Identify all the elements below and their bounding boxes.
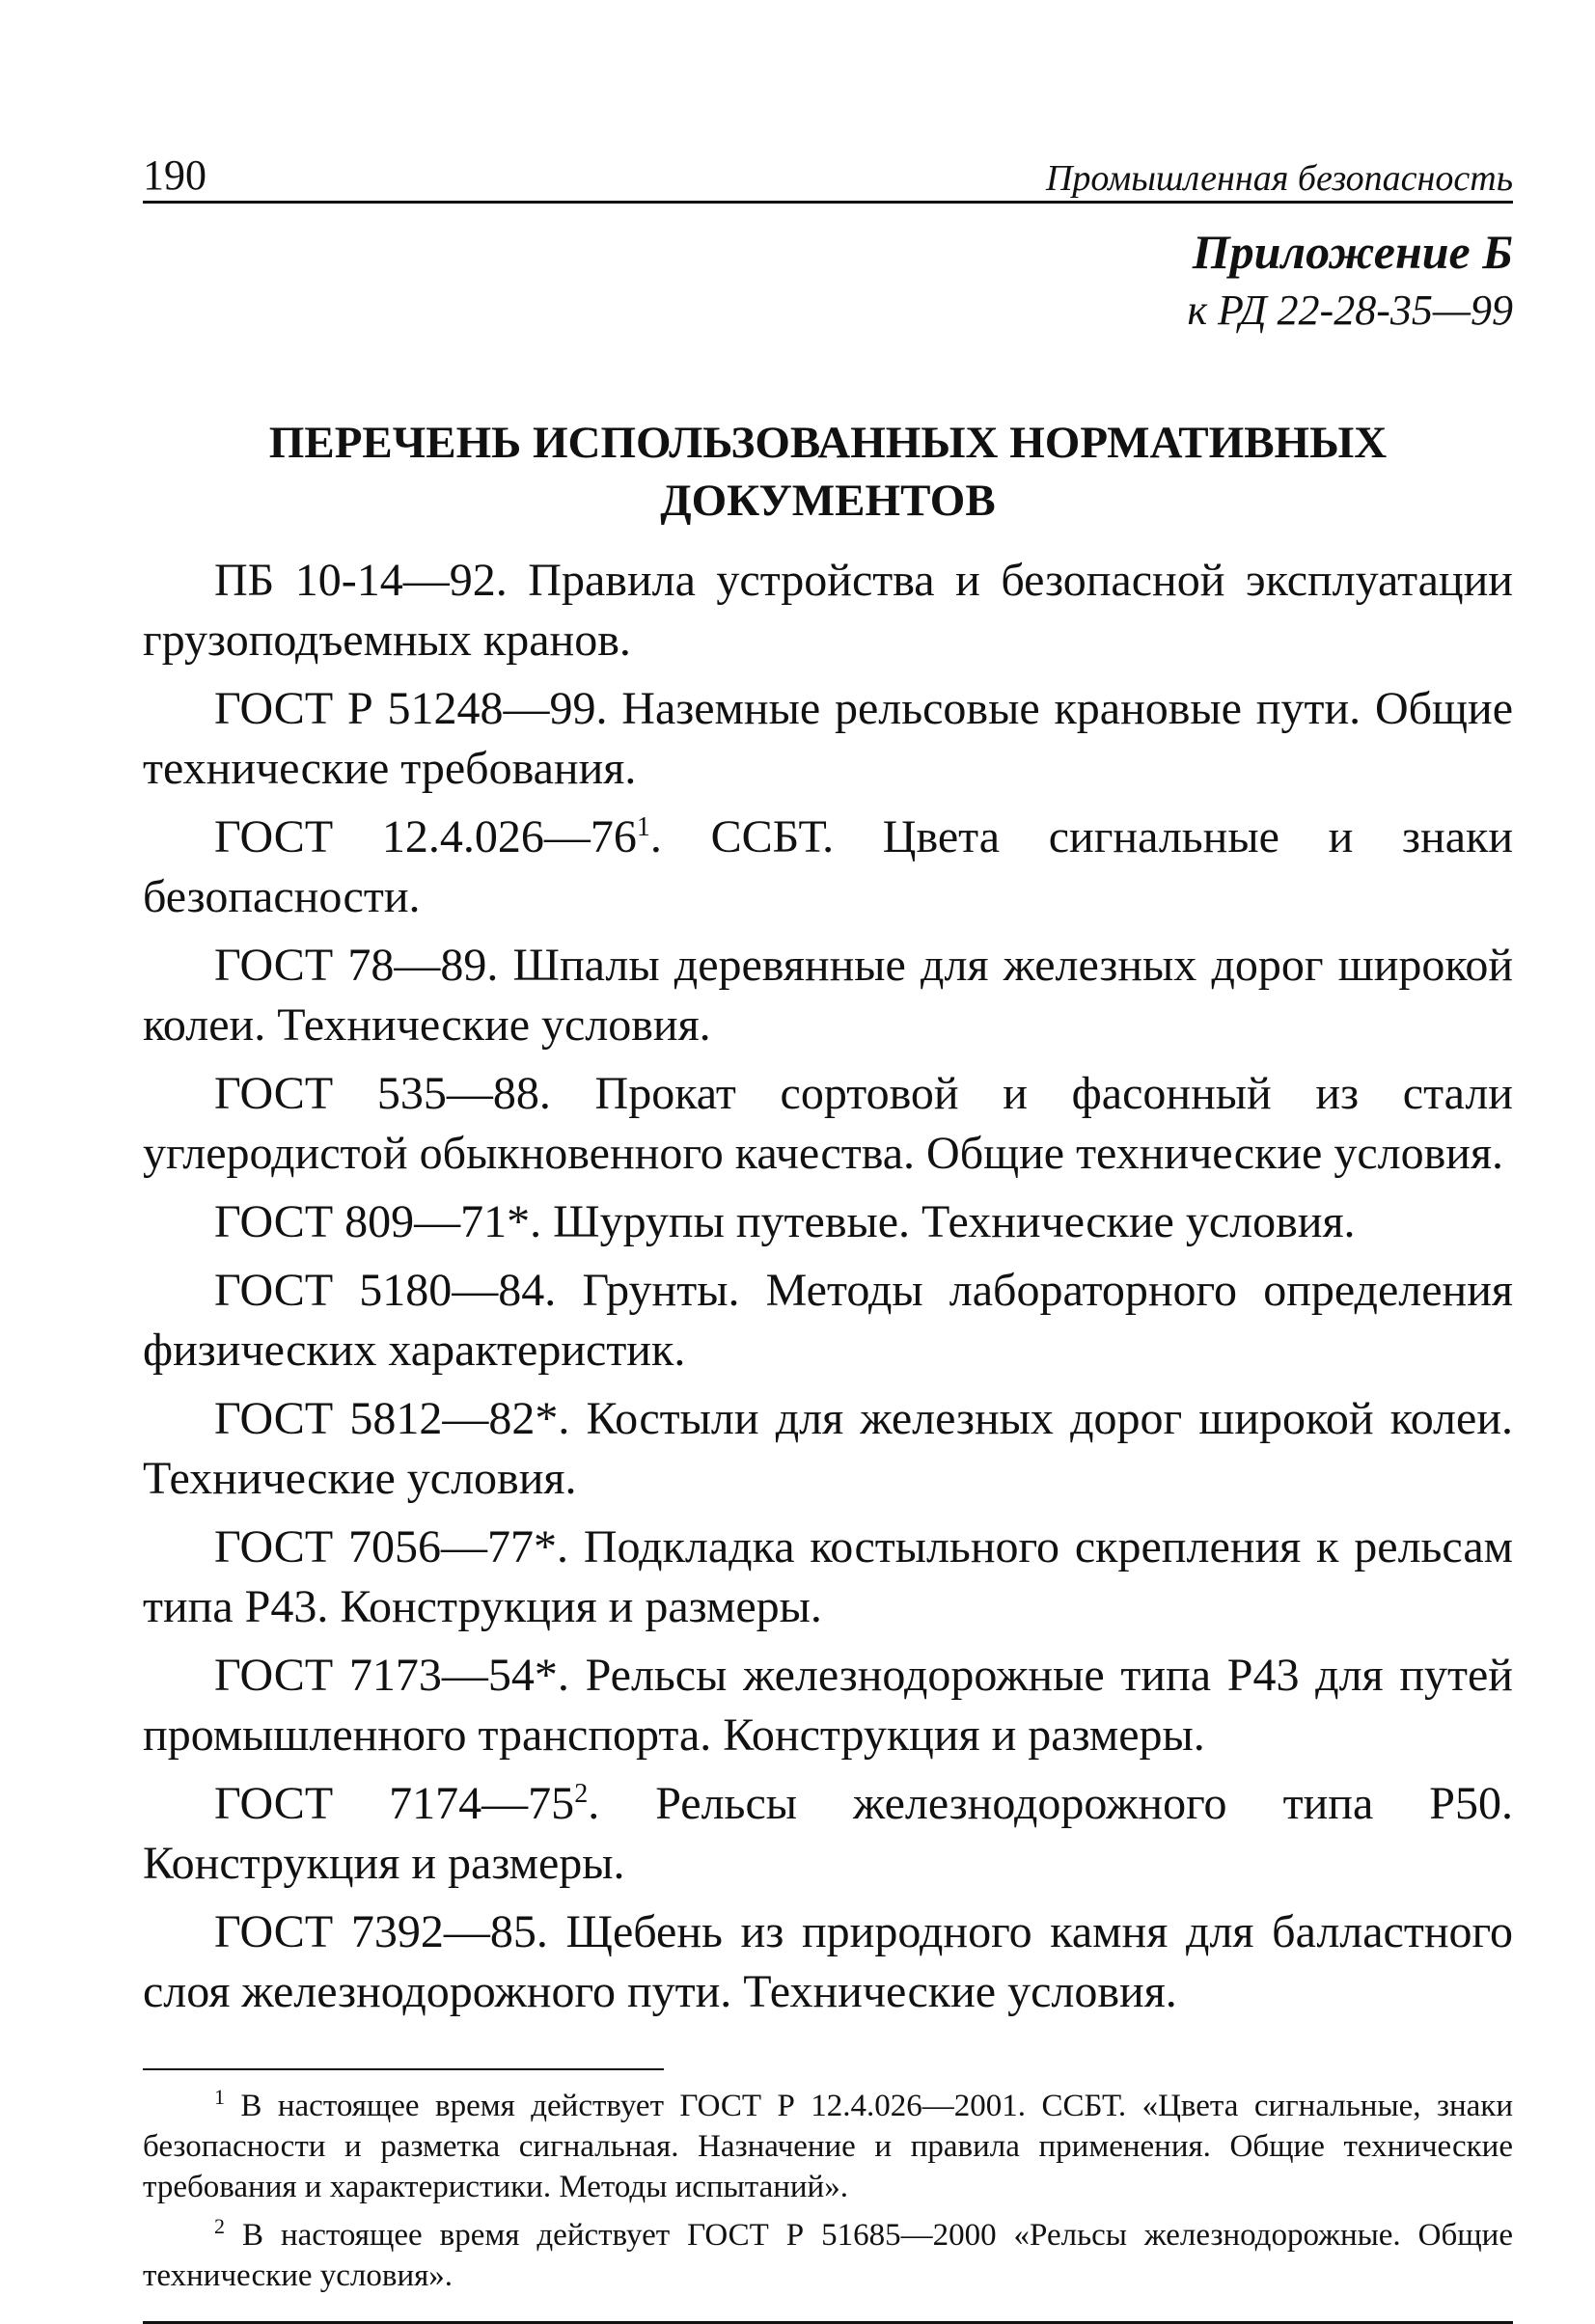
reference-item xyxy=(143,1517,1513,1637)
reference-text: ГОСТ Р 51248—99. Наземные рельсовые крановые пути. Общие технические требования. xyxy=(143,683,1513,794)
section-title-line: ДОКУМЕНТОВ xyxy=(660,476,996,526)
footnote-separator xyxy=(143,2068,664,2070)
footnote-text: В настоящее время действует ГОСТ Р 12.4.026—2001. ССБТ. «Цвета сигнальные, знаки безопасности и разметка сигнальная. Назначение и правила применения. Общие технические требования и характеристики. Методы испытаний». xyxy=(143,2089,1513,2204)
reference-text: ГОСТ 809—71*. Шурупы путевые. Технические условия. xyxy=(214,1196,1356,1247)
reference-text: ПБ 10-14—92. Правила устройства и безопасной эксплуатации грузоподъемных кранов. xyxy=(143,555,1513,666)
reference-text: ГОСТ 7392—85. Щебень из природного камня для балластного слоя железнодорожного пути. Технические условия. xyxy=(143,1906,1513,2017)
reference-text: ГОСТ 5812—82*. Костыли для железных дорог широкой колеи. Технические условия. xyxy=(143,1393,1513,1504)
reference-item xyxy=(143,807,1513,927)
reference-text: . Рельсы железнодорожного типа Р50. Конструкция и размеры. xyxy=(143,1778,1513,1889)
reference-text: ГОСТ 5180—84. Грунты. Методы лабораторного определения физических характеристик. xyxy=(143,1265,1513,1376)
footnote xyxy=(143,2086,1513,2207)
document-page xyxy=(143,145,1513,2324)
footnote-text: В настоящее время действует ГОСТ Р 51685—2000 «Рельсы железнодорожные. Общие технические условия». xyxy=(143,2218,1513,2293)
section-title xyxy=(143,414,1513,530)
reference-item xyxy=(143,1192,1513,1252)
reference-item xyxy=(143,679,1513,799)
reference-list xyxy=(143,551,1513,2022)
reference-text: . ССБТ. Цвета сигнальные и знаки безопасности. xyxy=(143,811,1514,922)
reference-item xyxy=(143,551,1513,670)
running-header xyxy=(143,145,1513,204)
footnotes xyxy=(143,2086,1513,2296)
reference-item xyxy=(143,1261,1513,1381)
footnote-mark: 2 xyxy=(214,2214,225,2238)
appendix-title: Приложение Б xyxy=(1192,225,1513,279)
footnote-mark: 1 xyxy=(636,812,650,842)
reference-item xyxy=(143,936,1513,1055)
reference-item xyxy=(143,1064,1513,1184)
reference-text: ГОСТ 78—89. Шпалы деревянные для железных дорог широкой колеи. Технические условия. xyxy=(143,940,1513,1051)
reference-text: ГОСТ 535—88. Прокат сортовой и фасонный из стали углеродистой обыкновенного качества. Общие технические условия. xyxy=(143,1068,1513,1179)
page-number: 190 xyxy=(143,151,206,199)
appendix-reference: к РД 22-28-35—99 xyxy=(1187,287,1513,334)
appendix-block xyxy=(143,221,1513,339)
reference-text: ГОСТ 7056—77*. Подкладка костыльного скрепления к рельсам типа Р43. Конструкция и размеры. xyxy=(143,1521,1513,1632)
reference-text: ГОСТ 7173—54*. Рельсы железнодорожные типа Р43 для путей промышленного транспорта. Конструкция и размеры. xyxy=(143,1650,1513,1761)
reference-item xyxy=(143,1902,1513,2022)
reference-code: ГОСТ 12.4.026—76 xyxy=(214,811,637,862)
reference-item xyxy=(143,1646,1513,1765)
running-title: Промышленная безопасность xyxy=(1045,158,1513,199)
footnote-mark: 2 xyxy=(574,1779,589,1809)
reference-item xyxy=(143,1389,1513,1509)
reference-code: ГОСТ 7174—75 xyxy=(214,1778,575,1829)
reference-item xyxy=(143,1774,1513,1894)
section-title-line: ПЕРЕЧЕНЬ ИСПОЛЬЗОВАННЫХ НОРМАТИВНЫХ xyxy=(268,418,1388,468)
footnote-mark: 1 xyxy=(214,2085,225,2109)
footnote xyxy=(143,2215,1513,2296)
